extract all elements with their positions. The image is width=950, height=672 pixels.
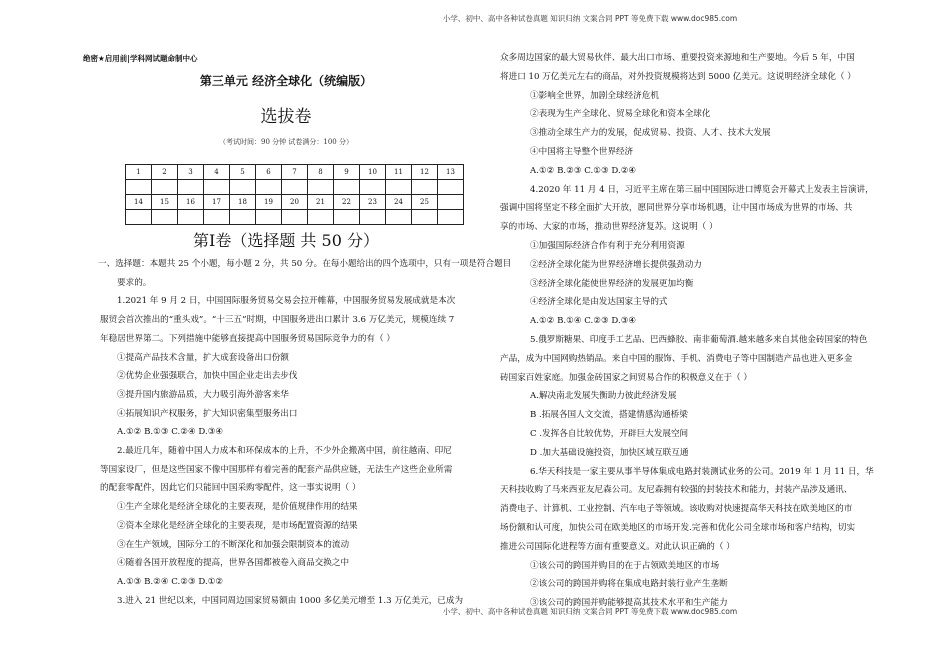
grid-cell: 22	[334, 195, 360, 210]
question-line: A.解决南北发展失衡助力彼此经济发展	[530, 391, 677, 402]
question-line: ④中国将主导整个世界经济	[530, 147, 634, 157]
question-line: 将进口 10 万亿美元左右的商品，对外投资规模将达到 5000 亿美元。这说明经济全球化（ ）	[500, 71, 856, 82]
grid-cell	[438, 195, 464, 210]
unit-title: 第三单元 经济全球化（统编版）	[199, 74, 373, 88]
grid-cell: 19	[256, 195, 282, 210]
answer-cell[interactable]	[386, 180, 412, 195]
grid-row-answers-2	[126, 210, 464, 225]
question-line: 等国家设厂，但是这些国家不像中国那样有着完善的配套产品供应链，无法生产这些企业所需	[100, 464, 453, 475]
question-line: ②资本全球化是经济全球化的主要表现，是市场配置资源的结果	[117, 520, 358, 531]
part-title: 第Ⅰ卷（选择题 共 50 分）	[193, 231, 379, 250]
question-line: ③经济全球化能使世界经济的发展更加均衡	[530, 278, 694, 289]
answer-cell[interactable]	[204, 210, 230, 225]
question-line: ①提高产品技术含量，扩大成套设备出口份额	[117, 352, 289, 363]
question-line: ①影响全世界，加剧全球经济危机	[530, 90, 659, 101]
question-line: B .拓展各国人文交流，搭建情感沟通桥梁	[530, 410, 688, 421]
answer-cell[interactable]	[334, 180, 360, 195]
answer-cell[interactable]	[438, 180, 464, 195]
grid-cell: 10	[360, 165, 386, 180]
question-line: ④拓展知识产权服务，扩大知识密集型服务出口	[117, 408, 298, 419]
question-line: 众多周边国家的最大贸易伙伴、最大出口市场、重要投资来源地和生产要地。今后 5 年，中国	[500, 53, 855, 63]
question-line: A.①② B.②③ C.①③ D.②④	[530, 165, 637, 176]
question-line: 4.2020 年 11 月 4 日，习近平主席在第三届中国国际进口博览会开幕式上发表主旨演讲，	[530, 184, 874, 195]
question-line: 2.最近几年，随着中国人力成本和环保成本的上升，不少外企搬离中国，前往越南、印尼	[117, 446, 452, 456]
question-line: ①生产全球化是经济全球化的主要表现，是价值规律作用的结果	[117, 502, 358, 513]
question-line: ④经济全球化是由发达国家主导的式	[530, 297, 668, 308]
question-line: ②优势企业强强联合，加快中国企业走出去步伐	[117, 371, 298, 382]
answer-cell[interactable]	[152, 180, 178, 195]
footer-banner: 小学、初中、高中各种试卷真题 知识归纳 文案合同 PPT 等免费下载 www.doc985.com	[442, 607, 738, 616]
answer-cell[interactable]	[334, 210, 360, 225]
confidential-label: 绝密★启用前|学科网试题命制中心	[83, 54, 198, 63]
answer-cell[interactable]	[126, 210, 152, 225]
question-line: 一、选择题：本题共 25 个小题，每小题 2 分，共 50 分。在每小题给出的四个选项中，只有一项是符合题目	[98, 259, 512, 269]
question-line: A.①② B.①③ C.②④ D.③④	[117, 427, 224, 438]
question-line: 场份额和认可度，加快公司在欧美地区的市场开发.完善和优化公司全球市场和客户结构，切实	[500, 523, 856, 533]
paper-subtitle: 选拔卷	[260, 107, 312, 127]
answer-cell[interactable]	[360, 180, 386, 195]
question-line: 天科技收购了马来西亚友尼森公司。友尼森拥有较强的封装技术和能力，封装产品涉及通讯、	[500, 485, 853, 496]
answer-cell[interactable]	[152, 210, 178, 225]
grid-cell: 4	[204, 165, 230, 180]
question-line: 1.2021 年 9 月 2 日，中国国际服务贸易交易会拉开帷幕，中国服务贸易发展成就是本次	[117, 296, 456, 307]
question-line: 要求的。	[117, 277, 152, 288]
question-line: 服贸会首次推出的“重头戏”。“十三五”时期，中国服务进出口累计 3.6 万亿美元，规模连续 7	[100, 315, 455, 326]
exam-meta: （考试时间：90 分钟 试卷满分：100 分）	[219, 138, 353, 146]
question-line: ②经济全球化能为世界经济增长提供强劲动力	[530, 259, 702, 270]
grid-cell: 18	[230, 195, 256, 210]
question-line: ③提升国内旅游品质，大力吸引海外游客来华	[117, 389, 289, 400]
question-line: D .加大基础设施投资，加快区域互联互通	[530, 447, 689, 458]
question-line: 享的市场、大家的市场，推动世界经济复苏。这说明（ ）	[500, 222, 718, 233]
answer-cell[interactable]	[256, 210, 282, 225]
answer-cell[interactable]	[438, 210, 464, 225]
grid-cell: 21	[308, 195, 334, 210]
question-line: ③推动全球生产力的发展，促成贸易、投资、人才、技术大发展	[530, 128, 771, 139]
question-line: C .发挥各自比较优势，开辟巨大发展空间	[530, 429, 689, 439]
answer-grid	[125, 164, 464, 225]
question-line: A.①② B.①④ C.②③ D.③④	[530, 316, 637, 327]
answer-cell[interactable]	[282, 180, 308, 195]
header-banner: 小学、初中、高中各种试卷真题 知识归纳 文案合同 PPT 等免费下载 www.doc985.com	[442, 14, 738, 23]
grid-row-numbers-1	[126, 165, 464, 180]
grid-cell: 9	[334, 165, 360, 180]
grid-cell: 25	[412, 195, 438, 210]
answer-cell[interactable]	[308, 210, 334, 225]
answer-cell[interactable]	[126, 180, 152, 195]
question-line: 消费电子、计算机、工业控制、汽车电子等领域。该收购对快速提高华天科技在欧美地区的市	[500, 504, 853, 515]
answer-cell[interactable]	[282, 210, 308, 225]
question-line: 3.进入 21 世纪以来，中国同周边国家贸易额由 1000 多亿美元增至 1.3 万亿美元，已成为	[117, 595, 464, 606]
grid-cell: 17	[204, 195, 230, 210]
answer-cell[interactable]	[360, 210, 386, 225]
question-line: ①加强国际经济合作有利于充分利用资源	[530, 241, 685, 251]
question-line: ②表现为生产全球化、贸易全球化和资本全球化	[530, 109, 711, 120]
answer-cell[interactable]	[178, 180, 204, 195]
answer-cell[interactable]	[204, 180, 230, 195]
grid-cell: 5	[230, 165, 256, 180]
grid-cell: 14	[126, 195, 152, 210]
question-line: 强调中国将坚定不移全面扩大开放，愿同世界分享市场机遇，让中国市场成为世界的市场、共	[500, 203, 853, 214]
question-line: 推进公司国际化进程等方面有重要意义。对此认识正确的（ ）	[500, 541, 735, 552]
question-line: ③该公司的跨国并购能够提高其技术水平和生产能力	[530, 598, 728, 609]
question-line: 的配套零配件，因此它们只能回中国采购零配件，这一事实说明（ ）	[100, 483, 361, 494]
grid-cell: 15	[152, 195, 178, 210]
grid-cell: 24	[386, 195, 412, 210]
question-line: 6.华天科技是一家主要从事半导体集成电路封装测试业务的公司。2019 年 1 月 11 日，华	[530, 466, 874, 477]
answer-cell[interactable]	[386, 210, 412, 225]
grid-cell: 7	[282, 165, 308, 180]
answer-cell[interactable]	[308, 180, 334, 195]
question-line: 5.俄罗斯糖果、印度手工艺品、巴西蜂胶、南非葡萄酒.越来越多来自其他金砖国家的特色	[530, 335, 868, 345]
question-line: ③在生产领域，国际分工的不断深化和加强会限制资本的流动	[117, 539, 350, 550]
question-line: ②该公司的跨国并购将在集成电路封装行业产生垄断	[530, 579, 728, 590]
grid-cell: 2	[152, 165, 178, 180]
answer-cell[interactable]	[256, 180, 282, 195]
answer-cell[interactable]	[230, 210, 256, 225]
grid-cell: 20	[282, 195, 308, 210]
question-line: ①该公司的跨国并购目的在于占领欧美地区的市场	[530, 560, 720, 571]
grid-cell: 1	[126, 165, 152, 180]
question-line: 年稳居世界第二。下列措施中能够直接提高中国服务贸易国际竞争力的有（ ）	[100, 333, 395, 344]
grid-cell: 12	[412, 165, 438, 180]
answer-cell[interactable]	[178, 210, 204, 225]
grid-cell: 3	[178, 165, 204, 180]
grid-cell: 8	[308, 165, 334, 180]
grid-cell: 23	[360, 195, 386, 210]
answer-cell[interactable]	[412, 210, 438, 225]
answer-cell[interactable]	[412, 180, 438, 195]
question-line: A.①③ B.②④ C.②③ D.①②	[117, 576, 224, 587]
answer-cell[interactable]	[230, 180, 256, 195]
grid-cell: 6	[256, 165, 282, 180]
grid-cell: 13	[438, 165, 464, 180]
grid-cell: 16	[178, 195, 204, 210]
grid-cell: 11	[386, 165, 412, 180]
question-line: 砖国家百姓家庭。加强金砖国家之间贸易合作的积极意义在于（ ）	[500, 372, 752, 383]
question-line: ④随着各国开放程度的提高，世界各国都被卷入商品交换之中	[117, 558, 350, 569]
grid-row-answers-1	[126, 180, 464, 195]
question-line: 产品，成为中国网购热销品。来自中国的服饰、手机、消费电子等中国制造产品也进入更多金	[500, 353, 853, 364]
grid-row-numbers-2	[126, 195, 464, 210]
